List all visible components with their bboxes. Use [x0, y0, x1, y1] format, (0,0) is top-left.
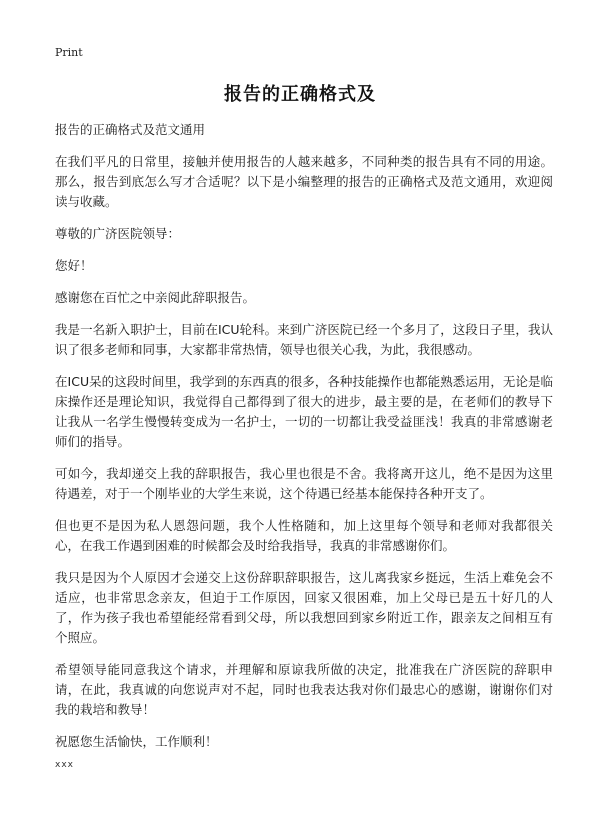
paragraph-body-3: 可如今，我却递交上我的辞职报告，我心里也很是不舍。我将离开这儿，绝不是因为这里待遇差，对于一个刚毕业的大学生来说，这个待遇已经基本能保持各种开支了。	[55, 466, 553, 501]
document-title: 报告的正确格式及	[224, 84, 376, 105]
paragraph-closing: 祝愿您生活愉快，工作顺利！	[55, 734, 218, 749]
paragraph-body-2: 在ICU呆的这段时间里，我学到的东西真的很多，各种技能操作也都能熟悉运用，无论是临床操作还是理论知识，我觉得自己都得到了很大的进步，最主要的是，在老师们的教导下让我从一名学生慢慢转变成为一名护士，一切的一切都让我受益匪浅！我真的非常感谢老师们的指导。	[55, 374, 553, 449]
paragraph-body-1: 我是一名新入职护士，目前在ICU轮科。来到广济医院已经一个多月了，这段日子里，我认识了很多老师和同事，大家都非常热情，领导也很关心我，为此，我很感动。	[55, 322, 553, 357]
paragraph-body-4: 但也更不是因为私人恩怨问题，我个人性格随和，加上这里每个领导和老师对我都很关心，在我工作遇到困难的时候都会及时给我指导，我真的非常感谢你们。	[55, 518, 553, 553]
paragraph-greeting: 您好！	[55, 258, 93, 273]
paragraph-salutation: 尊敬的广济医院领导：	[55, 226, 181, 241]
paragraph-body-5: 我只是因为个人原因才会递交上这份辞职辞职报告，这儿离我家乡挺远，生活上难免会不适应，也非常思念亲友，但迫于工作原因，回家又很困难，加上父母已是五十好几的人了，作为孩子我也希望能经常看到父母，所以我想回到家乡附近工作，跟亲友之间相互有个照应。	[55, 570, 553, 645]
signature-placeholder: xxx	[55, 760, 74, 770]
print-label: Print	[55, 46, 83, 59]
paragraph-body-6: 希望领导能同意我这个请求，并理解和原谅我所做的决定，批准我在广济医院的辞职申请，在此，我真诚的向您说声对不起，同时也我表达我对你们最忠心的感谢，谢谢你们对我的栽培和教导！	[55, 662, 553, 717]
paragraph-intro: 在我们平凡的日常里，接触并使用报告的人越来越多，不同种类的报告具有不同的用途。那么，报告到底怎么写才合适呢？以下是小编整理的报告的正确格式及范文通用，欢迎阅读与收藏。	[55, 154, 553, 209]
paragraph-thanks: 感谢您在百忙之中亲阅此辞职报告。	[55, 290, 256, 305]
paragraph-subtitle: 报告的正确格式及范文通用	[55, 122, 206, 137]
document-body	[55, 120, 553, 764]
